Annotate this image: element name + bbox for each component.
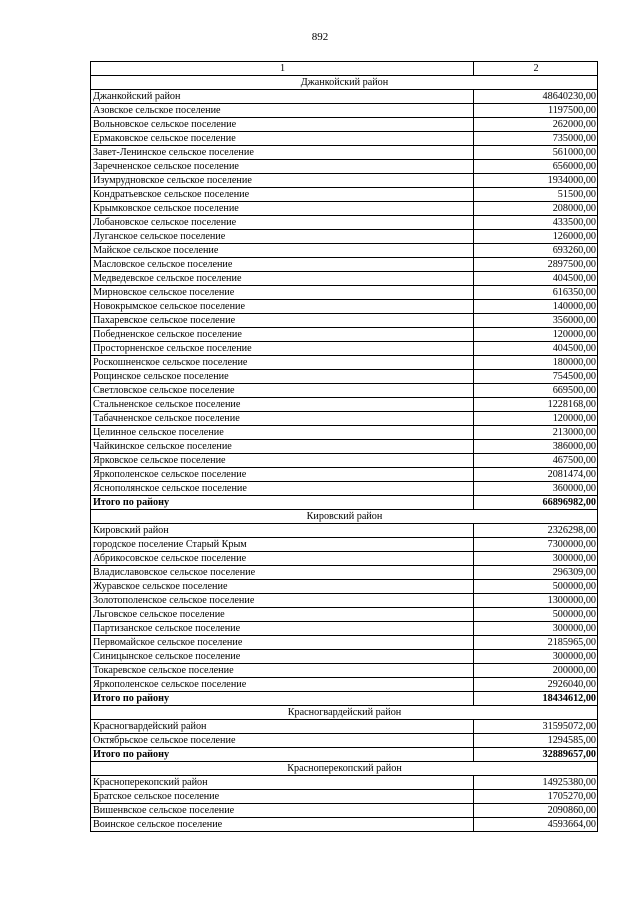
table-row: [91, 804, 598, 818]
row-value: 1228168,00: [474, 398, 598, 412]
table-row: [91, 188, 598, 202]
table-row: [91, 664, 598, 678]
table-row: [91, 608, 598, 622]
row-value: 51500,00: [474, 188, 598, 202]
row-value: 2090860,00: [474, 804, 598, 818]
row-value: 616350,00: [474, 286, 598, 300]
total-label: Итого по району: [91, 692, 474, 706]
table-body: [91, 62, 598, 832]
table-row: [91, 412, 598, 426]
row-name: Джанкойский район: [91, 90, 474, 104]
table-row: [91, 426, 598, 440]
table-row: [91, 538, 598, 552]
row-value: 300000,00: [474, 650, 598, 664]
total-value: 66896982,00: [474, 496, 598, 510]
section-header-row: [91, 706, 598, 720]
total-label: Итого по району: [91, 496, 474, 510]
row-name: Кировский район: [91, 524, 474, 538]
row-name: Вишенвское сельское поселение: [91, 804, 474, 818]
table-row: [91, 272, 598, 286]
row-value: 561000,00: [474, 146, 598, 160]
row-name: Луганское сельское поселение: [91, 230, 474, 244]
total-row: [91, 748, 598, 762]
row-value: 4593664,00: [474, 818, 598, 832]
table-row: [91, 230, 598, 244]
table-row: [91, 398, 598, 412]
table-row: [91, 594, 598, 608]
row-value: 300000,00: [474, 552, 598, 566]
row-name: Кондратьевское сельское поселение: [91, 188, 474, 202]
row-name: Изумрудновское сельское поселение: [91, 174, 474, 188]
table-row: [91, 720, 598, 734]
row-value: 1294585,00: [474, 734, 598, 748]
row-value: 120000,00: [474, 328, 598, 342]
row-name: Пахаревское сельское поселение: [91, 314, 474, 328]
column-header-1: 1: [91, 62, 474, 76]
table-row: [91, 818, 598, 832]
row-name: Братское сельское поселение: [91, 790, 474, 804]
row-value: 500000,00: [474, 608, 598, 622]
section-title: Кировский район: [91, 510, 598, 524]
section-title: Красногвардейский район: [91, 706, 598, 720]
row-value: 180000,00: [474, 356, 598, 370]
row-name: Целинное сельское поселение: [91, 426, 474, 440]
row-value: 31595072,00: [474, 720, 598, 734]
row-value: 140000,00: [474, 300, 598, 314]
row-value: 735000,00: [474, 132, 598, 146]
table-row: [91, 790, 598, 804]
table-row: [91, 160, 598, 174]
row-value: 1300000,00: [474, 594, 598, 608]
row-name: Вольновское сельское поселение: [91, 118, 474, 132]
row-name: Яркополенское сельское поселение: [91, 468, 474, 482]
row-name: Заречненское сельское поселение: [91, 160, 474, 174]
row-name: Владиславовское сельское поселение: [91, 566, 474, 580]
row-name: Завет-Ленинское сельское поселение: [91, 146, 474, 160]
row-value: 500000,00: [474, 580, 598, 594]
row-value: 2185965,00: [474, 636, 598, 650]
row-value: 360000,00: [474, 482, 598, 496]
section-header-row: [91, 762, 598, 776]
row-name: Красногвардейский район: [91, 720, 474, 734]
row-value: 693260,00: [474, 244, 598, 258]
table-row: [91, 440, 598, 454]
row-name: Победненское сельское поселение: [91, 328, 474, 342]
row-value: 1197500,00: [474, 104, 598, 118]
row-name: Токаревское сельское поселение: [91, 664, 474, 678]
table-row: [91, 356, 598, 370]
table-row: [91, 622, 598, 636]
table-row: [91, 314, 598, 328]
row-name: Красноперекопский район: [91, 776, 474, 790]
row-name: Чайкинское сельское поселение: [91, 440, 474, 454]
row-value: 126000,00: [474, 230, 598, 244]
row-name: Ермаковское сельское поселение: [91, 132, 474, 146]
row-name: Роскошненское сельское поселение: [91, 356, 474, 370]
total-label: Итого по району: [91, 748, 474, 762]
table-row: [91, 650, 598, 664]
row-value: 7300000,00: [474, 538, 598, 552]
row-name: Табачненское сельское поселение: [91, 412, 474, 426]
row-value: 669500,00: [474, 384, 598, 398]
row-value: 120000,00: [474, 412, 598, 426]
row-name: Светловское сельское поселение: [91, 384, 474, 398]
row-value: 2926040,00: [474, 678, 598, 692]
total-value: 32889657,00: [474, 748, 598, 762]
table-row: [91, 384, 598, 398]
row-name: городское поселение Старый Крым: [91, 538, 474, 552]
row-value: 754500,00: [474, 370, 598, 384]
table-row: [91, 454, 598, 468]
table-row: [91, 734, 598, 748]
column-header-row: [91, 62, 598, 76]
row-value: 2081474,00: [474, 468, 598, 482]
total-row: [91, 692, 598, 706]
table-row: [91, 216, 598, 230]
row-value: 404500,00: [474, 272, 598, 286]
table-row: [91, 524, 598, 538]
row-name: Мирновское сельское поселение: [91, 286, 474, 300]
table-row: [91, 244, 598, 258]
table-row: [91, 90, 598, 104]
table-row: [91, 132, 598, 146]
row-value: 467500,00: [474, 454, 598, 468]
row-name: Крымковское сельское поселение: [91, 202, 474, 216]
table-row: [91, 174, 598, 188]
row-name: Лобановское сельское поселение: [91, 216, 474, 230]
table-row: [91, 636, 598, 650]
row-name: Масловское сельское поселение: [91, 258, 474, 272]
row-name: Золотополенское сельское поселение: [91, 594, 474, 608]
row-value: 208000,00: [474, 202, 598, 216]
table-row: [91, 118, 598, 132]
table-row: [91, 202, 598, 216]
row-value: 296309,00: [474, 566, 598, 580]
row-name: Первомайское сельское поселение: [91, 636, 474, 650]
row-value: 656000,00: [474, 160, 598, 174]
row-name: Яркополенское сельское поселение: [91, 678, 474, 692]
table-row: [91, 104, 598, 118]
row-name: Ярковское сельское поселение: [91, 454, 474, 468]
total-value: 18434612,00: [474, 692, 598, 706]
row-name: Стальненское сельское поселение: [91, 398, 474, 412]
table-row: [91, 328, 598, 342]
row-name: Партизанское сельское поселение: [91, 622, 474, 636]
row-name: Воинское сельское поселение: [91, 818, 474, 832]
total-row: [91, 496, 598, 510]
row-name: Льговское сельское поселение: [91, 608, 474, 622]
table-row: [91, 342, 598, 356]
row-value: 2326298,00: [474, 524, 598, 538]
section-title: Джанкойский район: [91, 76, 598, 90]
row-value: 404500,00: [474, 342, 598, 356]
table-row: [91, 286, 598, 300]
column-header-2: 2: [474, 62, 598, 76]
row-name: Рощинское сельское поселение: [91, 370, 474, 384]
section-header-row: [91, 76, 598, 90]
row-name: Медведевское сельское поселение: [91, 272, 474, 286]
row-name: Новокрымское сельское поселение: [91, 300, 474, 314]
section-header-row: [91, 510, 598, 524]
row-value: 213000,00: [474, 426, 598, 440]
table-row: [91, 776, 598, 790]
budget-table: [90, 61, 598, 832]
row-value: 14925380,00: [474, 776, 598, 790]
table-row: [91, 146, 598, 160]
row-value: 386000,00: [474, 440, 598, 454]
table-row: [91, 552, 598, 566]
row-value: 1705270,00: [474, 790, 598, 804]
row-name: Яснополянское сельское поселение: [91, 482, 474, 496]
row-value: 1934000,00: [474, 174, 598, 188]
row-name: Октябрьское сельское поселение: [91, 734, 474, 748]
table-row: [91, 468, 598, 482]
table-row: [91, 580, 598, 594]
row-name: Просторненское сельское поселение: [91, 342, 474, 356]
row-value: 2897500,00: [474, 258, 598, 272]
row-name: Синицынское сельское поселение: [91, 650, 474, 664]
row-value: 300000,00: [474, 622, 598, 636]
table-row: [91, 258, 598, 272]
table-row: [91, 300, 598, 314]
table-row: [91, 678, 598, 692]
row-value: 262000,00: [474, 118, 598, 132]
row-value: 433500,00: [474, 216, 598, 230]
row-name: Журавское сельское поселение: [91, 580, 474, 594]
page-number: 892: [311, 31, 329, 43]
row-value: 200000,00: [474, 664, 598, 678]
row-name: Майское сельское поселение: [91, 244, 474, 258]
row-value: 356000,00: [474, 314, 598, 328]
section-title: Красноперекопский район: [91, 762, 598, 776]
table-row: [91, 482, 598, 496]
table-row: [91, 370, 598, 384]
row-value: 48640230,00: [474, 90, 598, 104]
table-row: [91, 566, 598, 580]
row-name: Азовское сельское поселение: [91, 104, 474, 118]
row-name: Абрикосовское сельское поселение: [91, 552, 474, 566]
